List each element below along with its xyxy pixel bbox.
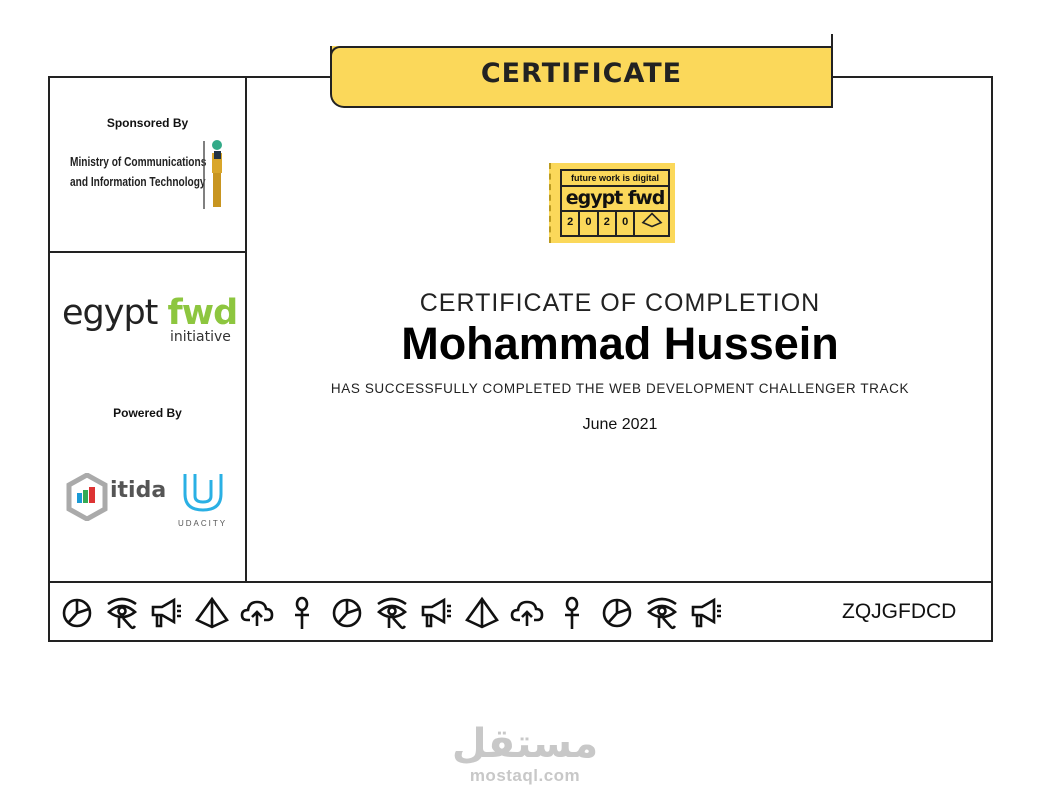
certificate-code: ZQJGFDCD (842, 600, 957, 623)
eye-icon (105, 596, 139, 630)
pie-chart-icon (600, 596, 634, 630)
decorative-icon-row (60, 596, 735, 630)
cloud-upload-icon (240, 596, 274, 630)
badge-tagline: future work is digital (562, 171, 668, 187)
pyramid-icon (195, 596, 229, 630)
badge-name: egypt fwd (562, 187, 668, 212)
pyramid-icon (635, 212, 668, 235)
watermark-site: mostaql.com (469, 766, 581, 785)
logo-initiative: initiative (170, 329, 231, 345)
egypt-fwd-logo (62, 293, 237, 333)
recipient-name: Mohammad Hussein (401, 318, 839, 369)
udacity-logo-text: UDACITY (178, 519, 228, 528)
logo-fwd: fwd (167, 293, 238, 333)
megaphone-icon (420, 596, 454, 630)
ankh-icon (555, 596, 589, 630)
completion-date: June 2021 (582, 416, 658, 433)
pyramid-icon (465, 596, 499, 630)
eye-icon (645, 596, 679, 630)
powered-by-label: Powered By (113, 406, 182, 420)
eye-icon (375, 596, 409, 630)
itida-logo-icon (66, 473, 108, 521)
mostaql-watermark (440, 722, 610, 786)
divider (48, 251, 247, 253)
pie-chart-icon (60, 596, 94, 630)
logo-egypt: egypt (62, 293, 158, 333)
divider (48, 581, 993, 583)
ministry-logo-text (70, 152, 206, 192)
pie-chart-icon (330, 596, 364, 630)
certificate-heading: CERTIFICATE OF COMPLETION (419, 289, 821, 317)
badge-digit: 0 (580, 212, 598, 235)
watermark-arabic: مستقل (451, 721, 599, 767)
ministry-line2: and Information Technology (70, 174, 206, 189)
megaphone-icon (690, 596, 724, 630)
ankh-icon (285, 596, 319, 630)
egypt-fwd-badge (549, 163, 675, 243)
banner-edge (330, 46, 833, 56)
cloud-upload-icon (510, 596, 544, 630)
badge-digit: 2 (599, 212, 617, 235)
itida-logo-text: itida (110, 478, 167, 503)
ministry-line1: Ministry of Communications (70, 154, 207, 169)
completion-statement: HAS SUCCESSFULLY COMPLETED THE WEB DEVELOPMENT CHALLENGER TRACK (330, 381, 910, 396)
badge-digit: 2 (562, 212, 580, 235)
udacity-logo-icon (181, 470, 225, 514)
badge-digit: 0 (617, 212, 635, 235)
banner-title: CERTIFICATE (480, 58, 683, 89)
megaphone-icon (150, 596, 184, 630)
sponsored-by-label: Sponsored By (106, 116, 189, 130)
egyptian-figure-icon (200, 133, 228, 213)
